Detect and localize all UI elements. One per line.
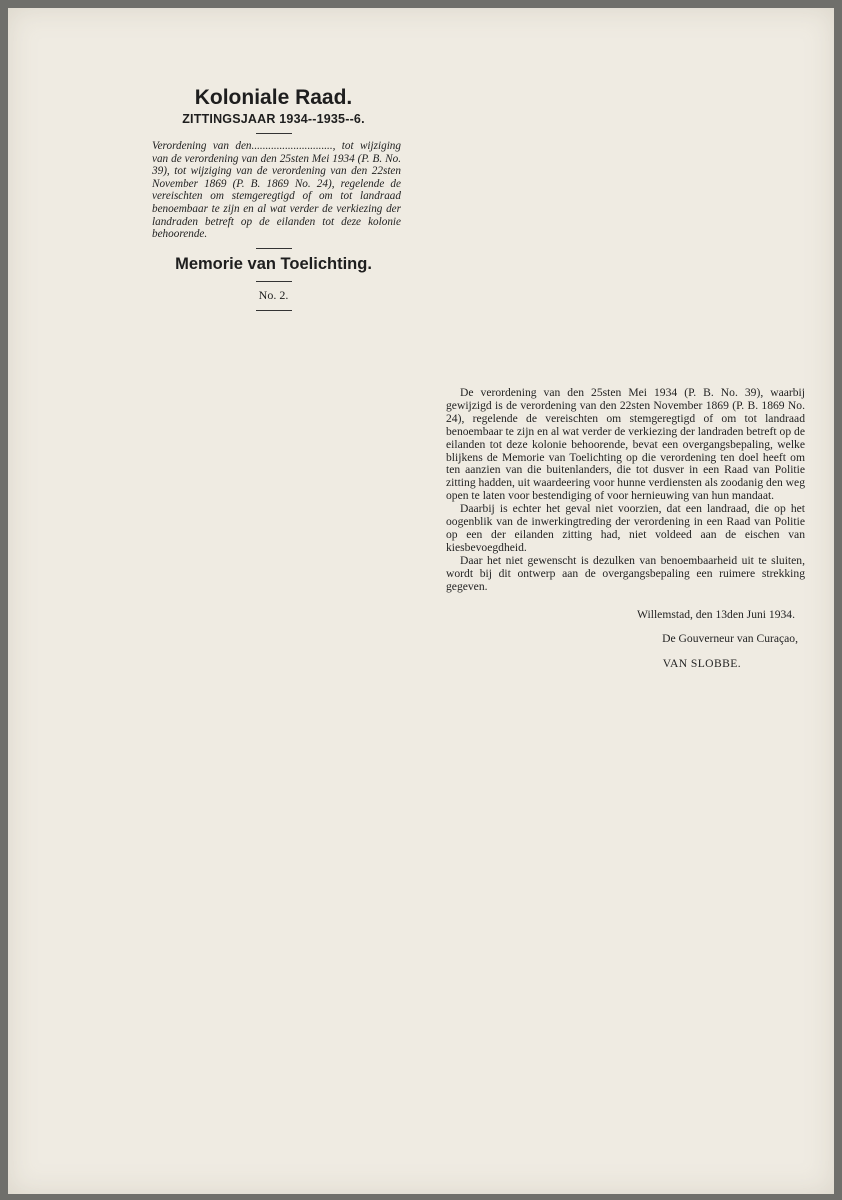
document-page <box>8 8 834 1194</box>
divider <box>256 248 292 249</box>
paragraph: De verordening van den 25sten Mei 1934 (P. B. No. 39), waarbij gewijzigd is de verordening van den 22sten November 1869 (P. B. 1869 No. 24), regelende de vereischten om stemgeregtigd of om tot landraad benoembaar te zijn en al wat verder de verkiezing der landraden betreft op de eilanden tot deze kolonie behoorende, bevat een overgangsbepaling, welke blijkens de Memorie van Toelichting op die verordening ten doel heeft om ten aanzien van die buitenlanders, die tot dusver in een Raad van Politie zitting hadden, uit waardeering voor hunne verdiensten als zoodanig den weg open te laten voor bestendiging of voor hernieuwing van hun mandaat. <box>446 386 805 503</box>
document-number: No. 2. <box>258 287 289 302</box>
paragraph: Daarbij is echter het geval niet voorzien, dat een landraad, die op het oogenblik van de inwerkingtreding der verordening in een Raad van Politie op een der eilanden zitting had, niet voldeed aan de eischen van kiesbevoegdheid. <box>446 502 805 554</box>
governor-title: De Gouverneur van Curaçao, <box>662 632 798 646</box>
memorie-heading: Memorie van Toelichting. <box>175 254 372 273</box>
ordinance-subject: Verordening van den............................., tot wijziging van de verordening van den 25sten Mei 1934 (P. B. No. 39), tot wijziging van de verordening van den 22sten November 1869 (P. B. 1869 No. 24), regelende de vereischten om stemgeregtigd of om tot landraad benoembaar te zijn en al wat verder de verkiezing der landraden betreft op de eilanden tot deze kolonie behoorende. <box>152 140 401 241</box>
divider <box>256 281 292 282</box>
place-date: Willemstad, den 13den Juni 1934. <box>637 607 795 621</box>
body-text <box>446 387 805 594</box>
show-through-ghost <box>494 98 634 126</box>
divider <box>256 310 292 311</box>
divider <box>256 133 292 134</box>
session-year: ZITTINGSJAAR 1934--1935--6. <box>182 112 365 126</box>
council-title: Koloniale Raad. <box>194 86 353 109</box>
governor-name: VAN SLOBBE. <box>662 657 741 671</box>
paragraph: Daar het niet gewenscht is dezulken van benoembaarheid uit te sluiten, wordt bij dit ontwerp aan de overgangsbepaling een ruimere strekking gegeven. <box>446 553 805 593</box>
explanation-block <box>446 387 805 671</box>
header-block <box>146 86 401 317</box>
